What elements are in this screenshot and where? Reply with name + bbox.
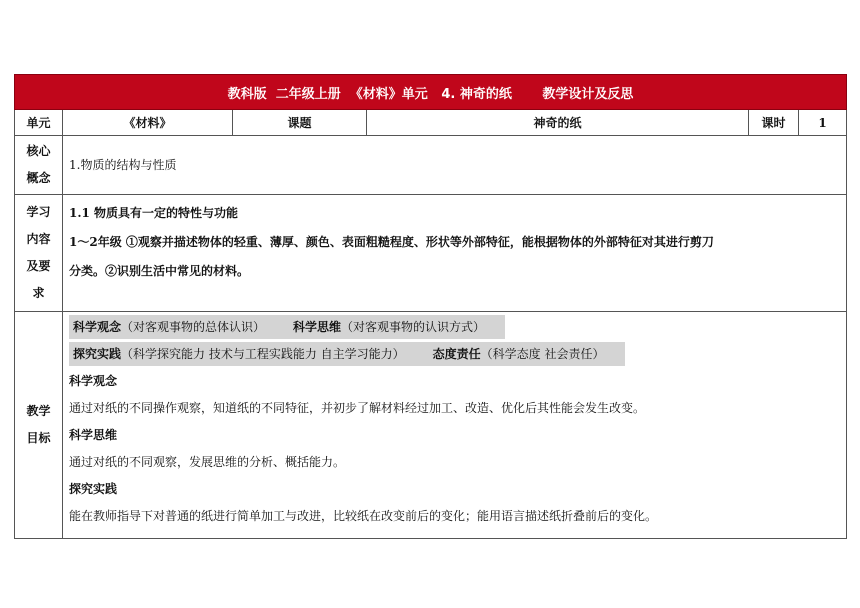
title-banner	[15, 75, 847, 110]
banner-grade: 二年级上册	[275, 86, 341, 102]
goal-text-practice: 能在教师指导下对普通的纸进行简单加工与改进，比较纸在改变前后的变化；能用语言描述纸折叠前后的变化。	[69, 509, 658, 523]
lesson-plan-document	[14, 74, 846, 539]
goal-heading-thinking: 科学思维	[69, 428, 118, 442]
title-banner-row	[15, 75, 847, 110]
unit-value: 《材料》	[63, 110, 233, 136]
core-concept-text: 1.物质的结构与性质	[63, 136, 847, 195]
goal-heading-concept: 科学观念	[69, 374, 118, 388]
banner-publisher: 教科版	[227, 86, 267, 102]
banner-unit: 《材料》单元	[349, 86, 428, 102]
banner-doc-type: 教学设计及反思	[542, 86, 634, 102]
learning-requirements-row	[15, 195, 847, 312]
topic-label: 课题	[233, 110, 367, 136]
teaching-goals-label: 教学 目标	[15, 312, 63, 539]
hours-label: 课时	[749, 110, 799, 136]
core-concept-row	[15, 136, 847, 195]
goal-text-thinking: 通过对纸的不同观察，发展思维的分析、概括能力。	[69, 455, 346, 469]
unit-label: 单元	[15, 110, 63, 136]
core-concept-label: 核心 概念	[15, 136, 63, 195]
topic-value: 神奇的纸	[367, 110, 749, 136]
learning-requirements-text: 1.1 物质具有一定的特性与功能 1～2年级 ①观察并描述物体的轻重、薄厚、颜色、表面粗糙程度、形状等外部特征，能根据物体的外部特征对其进行剪刀 分类。②识别生活中常见的材料。	[63, 195, 847, 312]
banner-lesson: 4. 神奇的纸	[441, 86, 512, 102]
teaching-goals-text	[63, 312, 847, 539]
highlight-row-2: 探究实践（科学探究能力 技术与工程实践能力 自主学习能力） 态度责任（科学态度 社会责任）	[69, 342, 625, 366]
highlight-row-1: 科学观念（对客观事物的总体认识） 科学思维（对客观事物的认识方式）	[69, 315, 505, 339]
goal-heading-practice: 探究实践	[69, 482, 118, 496]
hours-value: 1	[799, 110, 847, 136]
goal-text-concept: 通过对纸的不同操作观察，知道纸的不同特征，并初步了解材料经过加工、改造、优化后其性能会发生改变。	[69, 401, 646, 415]
learning-requirements-label: 学习 内容 及要 求	[15, 195, 63, 312]
teaching-goals-row	[15, 312, 847, 539]
info-row	[15, 110, 847, 136]
lesson-plan-table	[14, 74, 847, 539]
